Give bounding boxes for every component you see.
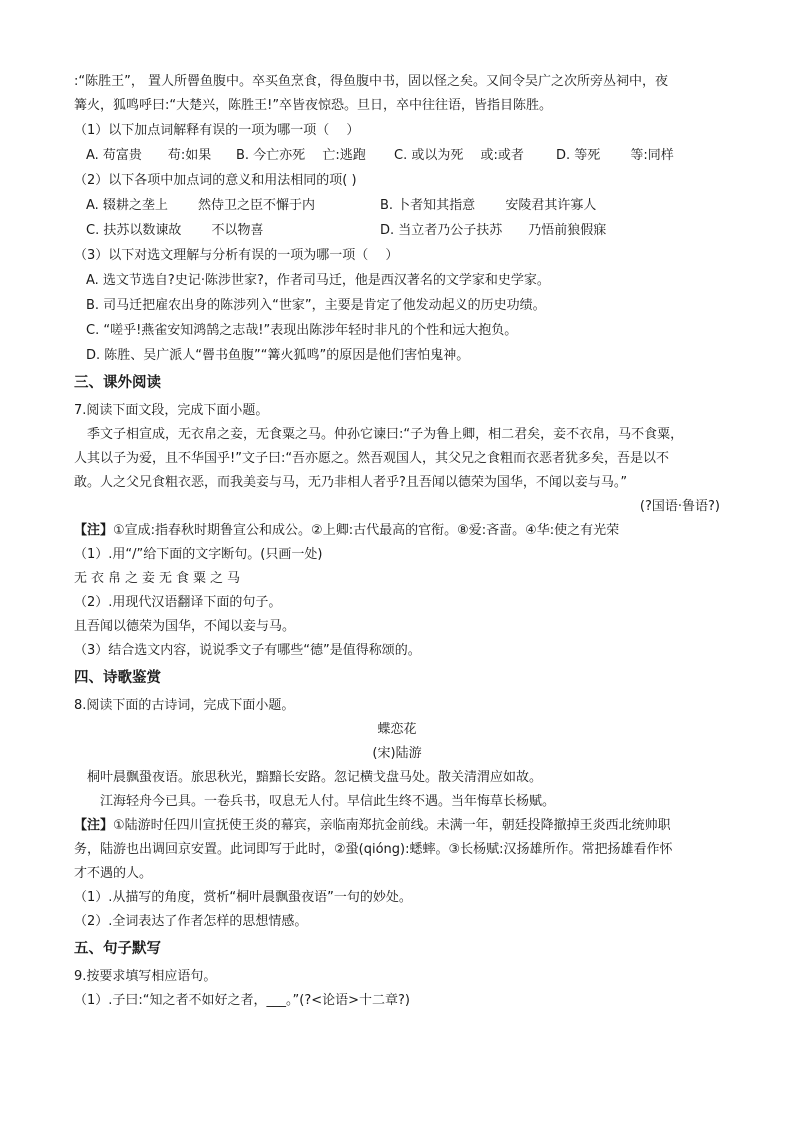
annotation bbox=[74, 519, 720, 543]
annotation-line: 才不遇的人。 bbox=[74, 866, 153, 881]
note-text: ①陆游时任四川宣抚使王炎的幕宾，亲临南郑抗金前线。未满一年，朝廷投降撤掉王炎西北统帅职 bbox=[113, 818, 671, 833]
sub-question: （2）.用现代汉语翻译下面的句子。 bbox=[74, 595, 282, 610]
option-d: D. 陈胜、吴广派人“罾书鱼腹”“篝火狐鸣”的原因是他们害怕鬼神。 bbox=[86, 348, 470, 363]
annotation-line: 务，陆游也出调回京安置。此词即写于此时，②蛩(qióng):蟋蟀。③长杨赋:汉扬雄所作。常把扬雄看作怀 bbox=[74, 842, 673, 857]
question-intro: 7.阅读下面文段，完成下面小题。 bbox=[74, 403, 269, 418]
question-intro: 8.阅读下面的古诗词，完成下面小题。 bbox=[74, 698, 295, 713]
sub-question: （1）.用“/”给下面的文字断句。(只画一处) bbox=[74, 547, 323, 562]
option-b: B. 卜者知其指意 安陵君其许寡人 bbox=[380, 198, 597, 213]
document-page bbox=[74, 70, 720, 1013]
question-stem: （1）以下加点词解释有误的一项为哪一项（ ） bbox=[74, 123, 360, 138]
option-row bbox=[74, 193, 720, 218]
note-label: 【注】 bbox=[74, 818, 114, 833]
option-c: C. 或以为死 或:或者 bbox=[394, 148, 524, 163]
option-c: C. “嗟乎!燕雀安知鸿鹄之志哉!”表现出陈涉年轻时非凡的个性和远大抱负。 bbox=[86, 323, 518, 338]
annotation bbox=[74, 814, 720, 838]
option-d: D. 当立者乃公子扶苏 乃悟前狼假寐 bbox=[380, 223, 607, 238]
sub-question: （1）.从描写的角度，赏析“桐叶晨飘蛩夜语”一句的妙处。 bbox=[74, 890, 412, 905]
poem-title: 蝶恋花 bbox=[377, 722, 417, 737]
sub-question-text: 且吾闻以德荣为国华，不闻以妾与马。 bbox=[74, 619, 296, 634]
poem-author: (宋)陆游 bbox=[372, 746, 422, 761]
question-stem: （3）以下对选文理解与分析有误的一项为哪一项（ ） bbox=[74, 248, 399, 263]
question-intro: 9.按要求填写相应语句。 bbox=[74, 969, 217, 984]
option-c: C. 扶苏以数谏故 不以物喜 bbox=[86, 223, 264, 238]
option-row bbox=[74, 218, 720, 243]
option-a: A. 辍耕之垄上 然侍卫之臣不懈于内 bbox=[86, 198, 316, 213]
sub-question-text: 无衣帛之妾无食粟之马 bbox=[74, 571, 245, 586]
option-a: A. 选文节选自?史记·陈涉世家?，作者司马迁，他是西汉著名的文学家和史学家。 bbox=[86, 273, 550, 288]
option-b: B. 今亡亦死 亡:逃跑 bbox=[236, 148, 366, 163]
option-row bbox=[74, 143, 720, 168]
sub-question: （3）结合选文内容，说说季文子有哪些“德”是值得称颂的。 bbox=[74, 643, 421, 658]
note-label: 【注】 bbox=[74, 523, 114, 538]
sub-question: （1）.子曰:“知之者不如好之者，___。”(?<论语>十二章?) bbox=[74, 993, 410, 1008]
section-heading: 四、诗歌鉴赏 bbox=[74, 670, 161, 686]
poem-line: 江海轻舟今已具。一卷兵书，叹息无人付。早信此生终不遇。当年悔草长杨赋。 bbox=[100, 794, 556, 809]
section-heading: 五、句子默写 bbox=[74, 941, 161, 957]
passage-line: 敢。人之父兄食粗衣恶，而我美妾与马，无乃非相人者乎?且吾闻以德荣为国华，不闻以妾与马。” bbox=[74, 475, 628, 490]
passage-line: 人其以子为爱，且不华国乎!”文子曰:“吾亦愿之。然吾观国人，其父兄之食粗而衣恶者犹多矣，吾是以不 bbox=[74, 451, 670, 466]
option-b: B. 司马迁把雇农出身的陈涉列入“世家”，主要是肯定了他发动起义的历史功绩。 bbox=[86, 298, 546, 313]
poem-line: 桐叶晨飘蛩夜语。旅思秋光，黯黯长安路。忽记横戈盘马处。散关清渭应如故。 bbox=[87, 770, 543, 785]
passage-line: :“陈胜王”， 置人所罾鱼腹中。卒买鱼烹食，得鱼腹中书，固以怪之矣。又间令吴广之次所旁丛祠中，夜 bbox=[74, 74, 668, 89]
sub-question: （2）.全词表达了作者怎样的思想情感。 bbox=[74, 914, 308, 929]
question-stem: （2）以下各项中加点词的意义和用法相同的项( ) bbox=[74, 173, 357, 188]
option-d: D. 等死 等:同样 bbox=[556, 148, 674, 163]
passage-source: (?国语·鲁语?) bbox=[639, 499, 720, 514]
option-a: A. 苟富贵 苟:如果 bbox=[86, 148, 212, 163]
passage-line: 篝火，狐鸣呼曰:“大楚兴，陈胜王!”卒皆夜惊恐。旦日，卒中往往语，皆指目陈胜。 bbox=[74, 98, 553, 113]
note-text: ①宣成:指春秋时期鲁宣公和成公。②上卿:古代最高的官衔。⑧爱:吝啬。④华:使之有光荣 bbox=[113, 523, 620, 538]
section-heading: 三、课外阅读 bbox=[74, 375, 161, 391]
passage-line: 季文子相宣成，无衣帛之妾，无食粟之马。仲孙它谏曰:“子为鲁上卿，相二君矣，妾不衣帛，马不食粟， bbox=[87, 427, 684, 442]
